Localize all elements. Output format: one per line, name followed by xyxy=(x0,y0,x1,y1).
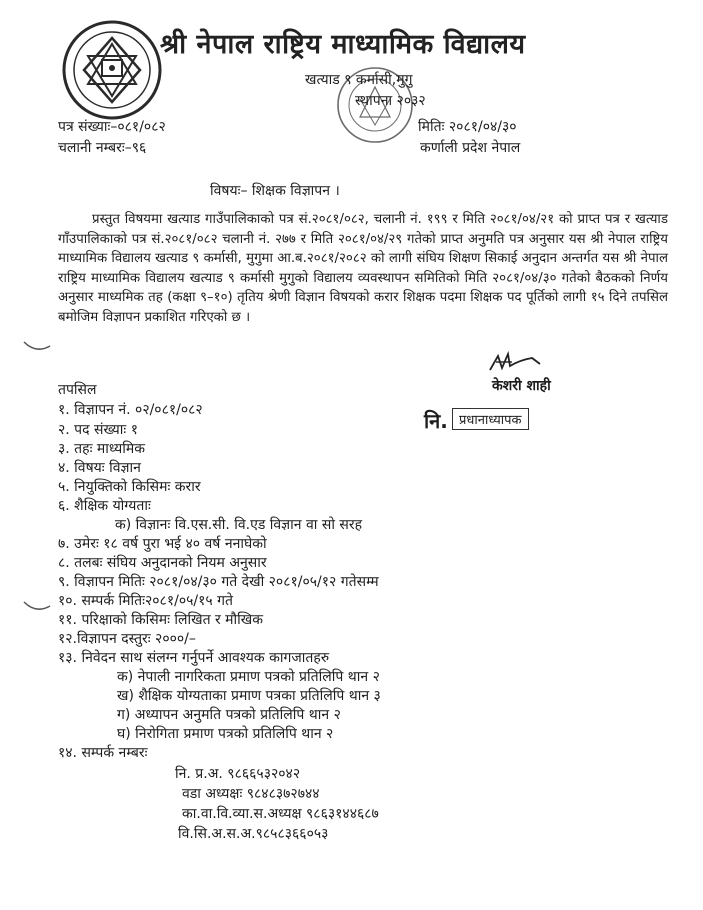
detail-item: १४. सम्पर्क नम्बरः xyxy=(58,745,148,761)
detail-item: घ) निरोगिता प्रमाण पत्रको प्रतिलिपि थान २ xyxy=(117,726,334,742)
letter-date: मितिः २०८१/०४/३० xyxy=(418,119,517,135)
reference-number: पत्र संख्याः–०८१/०८२ xyxy=(58,119,166,135)
detail-item: ८. तलबः संघिय अनुदानको नियम अनुसार xyxy=(58,555,267,571)
detail-item: ख) शैक्षिक योग्यताका प्रमाण पत्रका प्रतिलिपि थान ३ xyxy=(117,688,381,704)
detail-item: ९. विज्ञापन मितिः २०८१/०४/३० गते देखी २०८१/०५/१२ गतेसम्म xyxy=(58,574,379,590)
detail-item: ७. उमेरः १८ वर्ष पुरा भई ४० वर्ष ननाघेको xyxy=(58,536,267,552)
detail-item: १. विज्ञापन नं. ०२/०८१/०८२ xyxy=(58,402,203,418)
principal-stamp: प्रधानाध्यापक xyxy=(452,408,529,430)
school-logo-icon xyxy=(60,18,164,122)
subject-line: विषयः– शिक्षक विज्ञापन । xyxy=(210,183,340,199)
established-year: स्थापना २०३२ xyxy=(355,93,426,109)
detail-item: ६. शैक्षिक योग्यताः xyxy=(58,498,151,514)
signatory-name: केशरी शाही xyxy=(492,378,551,394)
detail-item: क) नेपाली नागरिकता प्रमाण पत्रको प्रतिलिपि थान २ xyxy=(117,669,380,685)
signature-icon xyxy=(486,350,546,376)
detail-item: २. पद संख्याः १ xyxy=(58,422,138,438)
detail-item: ग) अध्यापन अनुमति पत्रको प्रतिलिपि थान २ xyxy=(117,707,341,723)
signatory-prefix: नि. xyxy=(424,409,448,433)
detail-item: ११. परिक्षाको किसिमः लिखित र मौखिक xyxy=(58,612,264,628)
contact-line: का.वा.वि.व्या.स.अध्यक्ष ९८६३१४४६८७ xyxy=(182,806,379,822)
school-name: श्री नेपाल राष्ट्रिय माध्यामिक विद्यालय xyxy=(160,29,526,60)
margin-mark-icon xyxy=(22,598,52,616)
contact-line: वडा अध्यक्षः ९८४८३७२७४४ xyxy=(182,786,320,802)
province-name: कर्णाली प्रदेश नेपाल xyxy=(420,140,521,156)
details-heading: तपसिल xyxy=(58,382,97,398)
school-address: खत्याड ९ कर्मासी,मुगु xyxy=(305,72,413,88)
contact-line: वि.सि.अ.स.अ.९८५८३६६०५३ xyxy=(178,826,329,842)
detail-item: क) विज्ञानः वि.एस.सी. वि.एड विज्ञान वा सो सरह xyxy=(115,517,363,533)
contact-line: नि. प्र.अ. ९८६६५३२०४२ xyxy=(175,766,301,782)
dispatch-number: चलानी नम्बरः–९६ xyxy=(58,140,147,156)
detail-item: १२.विज्ञापन दस्तुरः २०००/– xyxy=(58,631,196,647)
detail-item: १३. निवेदन साथ संलग्न गर्नुपर्ने आवश्यक कागजातहरु xyxy=(58,650,330,666)
detail-item: १०. सम्पर्क मितिः२०८१/०५/१५ गते xyxy=(58,593,233,609)
body-text: प्रस्तुत विषयमा खत्याड गाउँपालिकाको पत्र सं.२०८१/०८२, चलानी नं. १९९ र मिति २०८१/०४/२१ को प्राप्त पत्र र खत्याड गाँउपालिकाको पत्र सं.२०८१/०८२ चलानी नं. २७७ र मिति २०८१/०४/२९ गतेको प्राप्त अनुमति पत्र अनुसार यस श्री नेपाल राष्ट्रिय माध्यामिक विद्यालय खत्याड ९ कर्मासी, मुगुमा आ.ब.२०८१/२०८२ को लागी संघिय शिक्षण सिकाई अनुदान अन्तर्गत यस श्री नेपाल राष्ट्रिय माध्यामिक विद्यालय खत्याड ९ कर्मासी मुगुको विद्यालय व्यवस्थापन समितिको मिति २०८१/०४/३० गतेको बैठकको निर्णय अनुसार माध्यमिक तह (कक्षा ९–१०) तृतिय श्रेणी विज्ञान विषयको करार शिक्षक पदमा शिक्षक पद पूर्तिको लागी १५ दिने तपसिल बमोजिम विज्ञापन प्रकाशित गरिएको छ । xyxy=(58,212,668,325)
body-paragraph xyxy=(58,210,668,327)
detail-item: ५. नियुक्तिको किसिमः करार xyxy=(58,479,201,495)
detail-item: ४. विषयः विज्ञान xyxy=(58,460,141,476)
margin-mark-icon xyxy=(22,338,52,356)
detail-item: ३. तहः माध्यमिक xyxy=(58,441,146,457)
